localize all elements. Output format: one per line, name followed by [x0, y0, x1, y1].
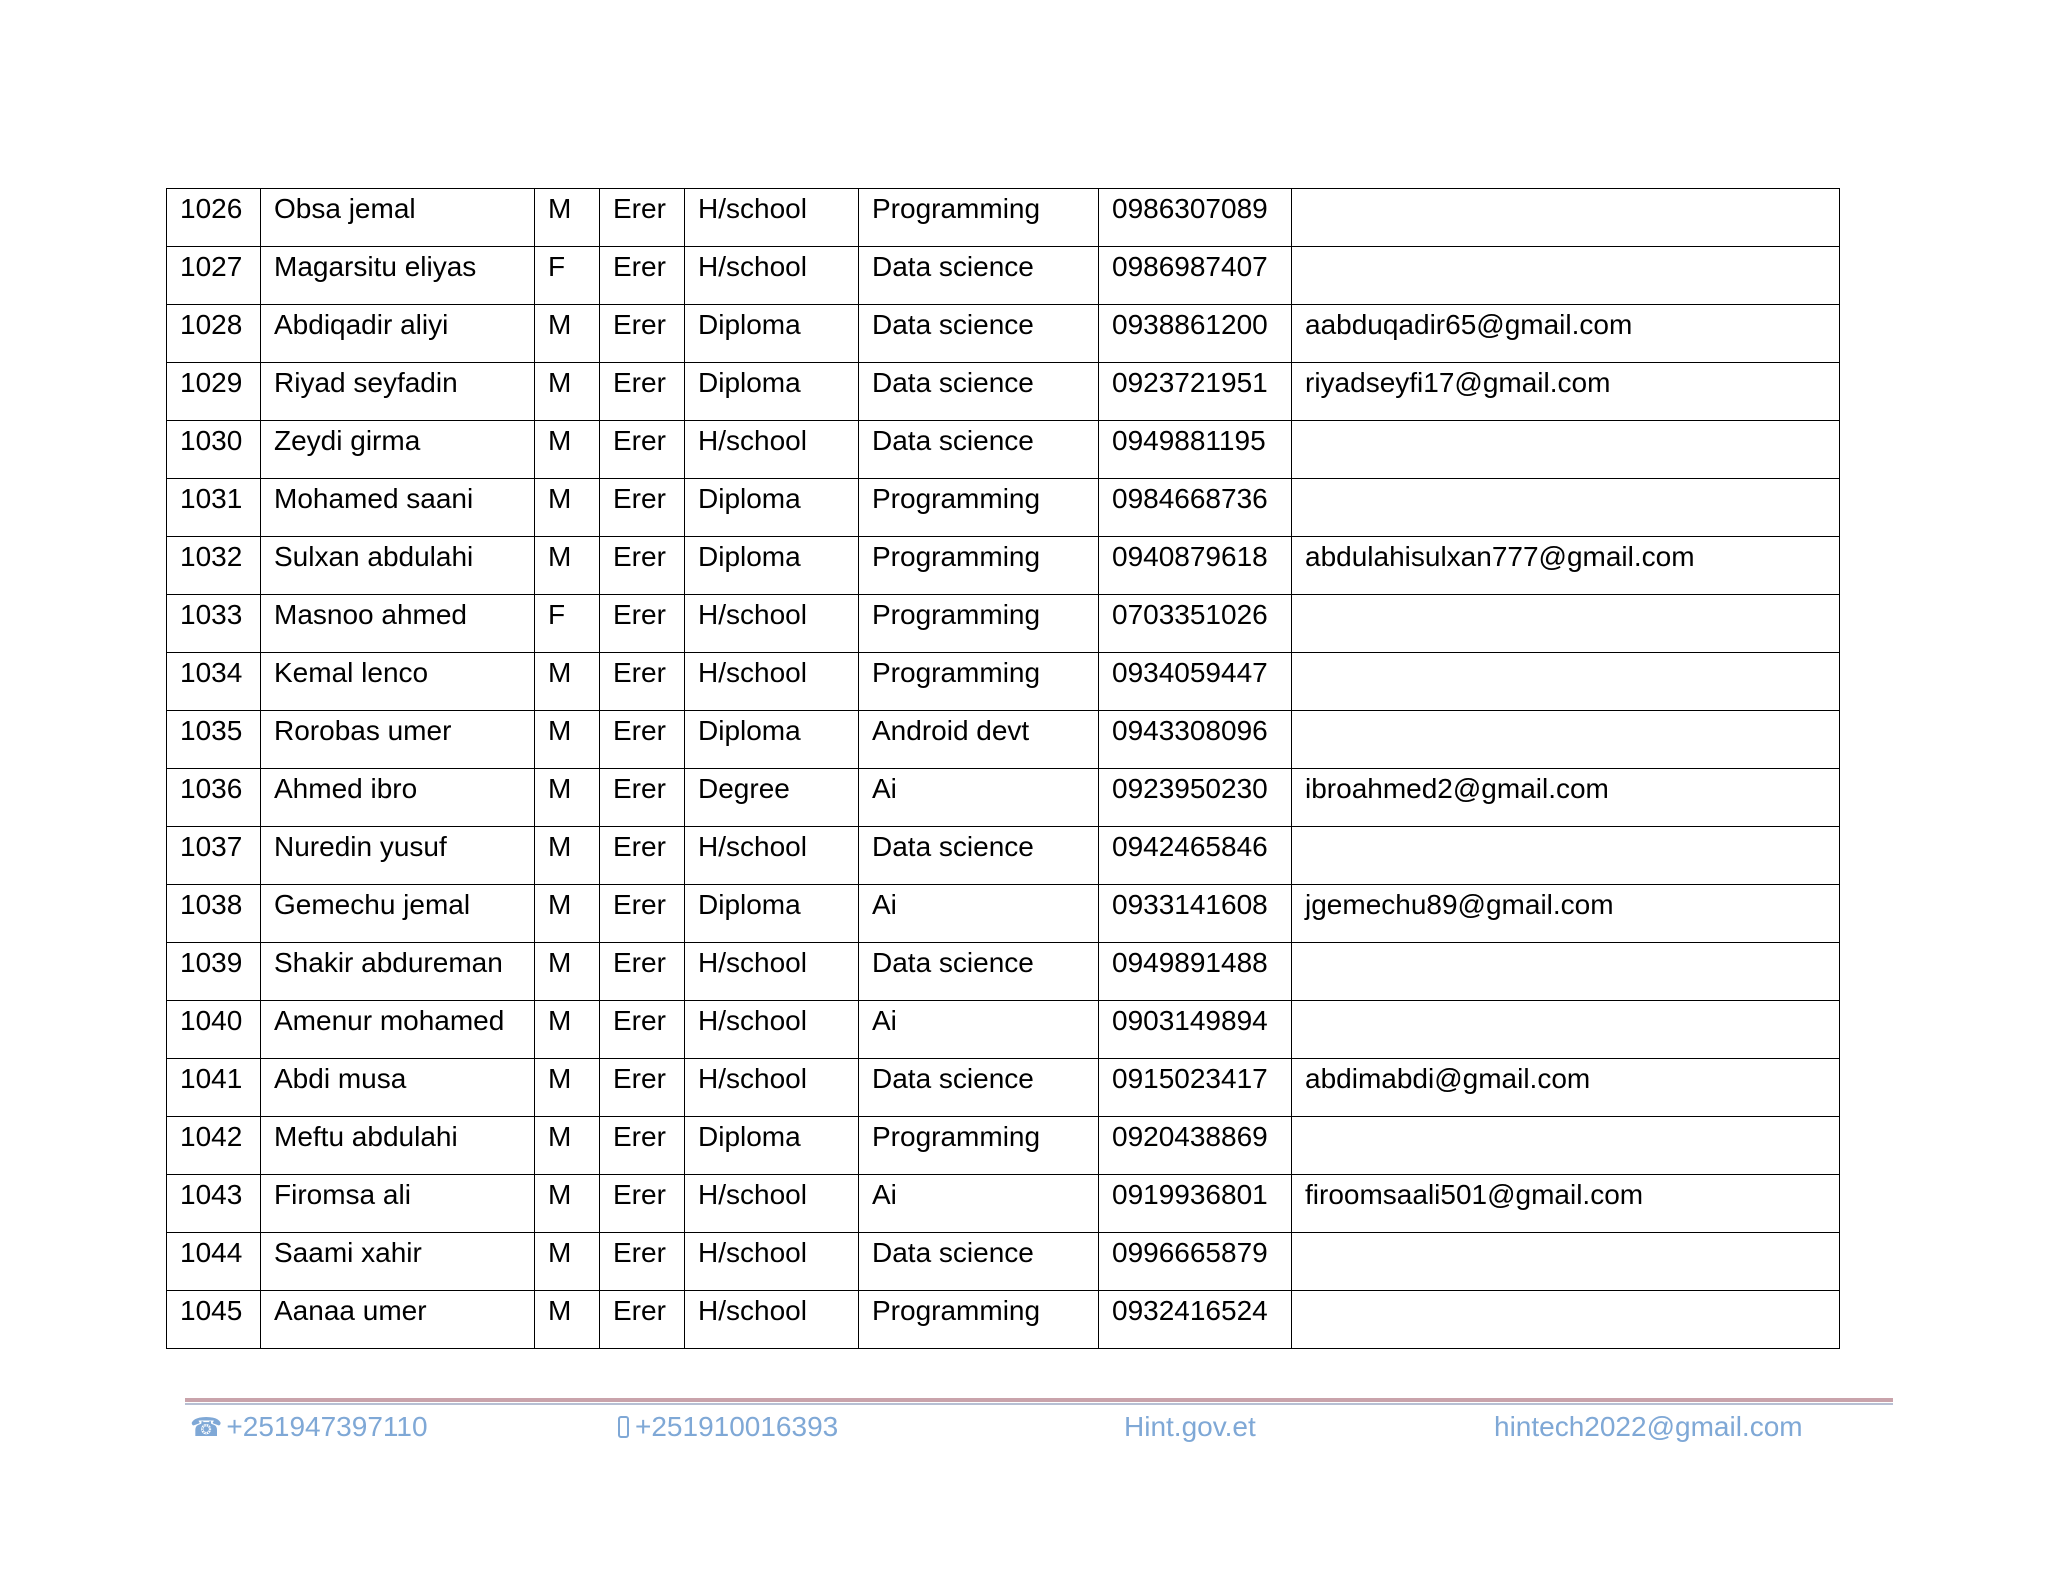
cell-location: Erer: [600, 711, 685, 769]
cell-name: Amenur mohamed: [261, 1001, 535, 1059]
cell-email: [1292, 943, 1840, 1001]
cell-email: [1292, 1117, 1840, 1175]
table-row: [167, 1117, 1840, 1175]
cell-sex: M: [535, 1233, 600, 1291]
cell-sex: M: [535, 711, 600, 769]
cell-email: [1292, 827, 1840, 885]
cell-education: Diploma: [685, 479, 859, 537]
cell-id: 1033: [167, 595, 261, 653]
cell-education: H/school: [685, 1233, 859, 1291]
cell-name: Rorobas umer: [261, 711, 535, 769]
cell-sex: M: [535, 943, 600, 1001]
cell-location: Erer: [600, 537, 685, 595]
cell-name: Meftu abdulahi: [261, 1117, 535, 1175]
cell-phone: 0996665879: [1099, 1233, 1292, 1291]
cell-phone: 0703351026: [1099, 595, 1292, 653]
cell-education: H/school: [685, 595, 859, 653]
mobile-phone-icon: [618, 1416, 629, 1438]
cell-email: ibroahmed2@gmail.com: [1292, 769, 1840, 827]
cell-location: Erer: [600, 305, 685, 363]
cell-email: abdimabdi@gmail.com: [1292, 1059, 1840, 1117]
cell-id: 1028: [167, 305, 261, 363]
cell-education: H/school: [685, 1175, 859, 1233]
cell-education: H/school: [685, 827, 859, 885]
cell-name: Shakir abdureman: [261, 943, 535, 1001]
cell-education: Diploma: [685, 363, 859, 421]
table-row: [167, 595, 1840, 653]
cell-education: Degree: [685, 769, 859, 827]
cell-email: [1292, 247, 1840, 305]
cell-field: Data science: [859, 421, 1099, 479]
cell-name: Mohamed saani: [261, 479, 535, 537]
cell-id: 1030: [167, 421, 261, 479]
cell-email: jgemechu89@gmail.com: [1292, 885, 1840, 943]
cell-name: Abdi musa: [261, 1059, 535, 1117]
cell-id: 1038: [167, 885, 261, 943]
cell-phone: 0903149894: [1099, 1001, 1292, 1059]
cell-phone: 0915023417: [1099, 1059, 1292, 1117]
cell-phone: 0940879618: [1099, 537, 1292, 595]
cell-email: [1292, 189, 1840, 247]
cell-field: Data science: [859, 363, 1099, 421]
cell-sex: M: [535, 827, 600, 885]
cell-sex: M: [535, 1117, 600, 1175]
cell-education: H/school: [685, 247, 859, 305]
cell-email: [1292, 421, 1840, 479]
cell-sex: M: [535, 479, 600, 537]
cell-phone: 0943308096: [1099, 711, 1292, 769]
cell-location: Erer: [600, 1117, 685, 1175]
cell-location: Erer: [600, 943, 685, 1001]
cell-name: Magarsitu eliyas: [261, 247, 535, 305]
cell-id: 1027: [167, 247, 261, 305]
cell-field: Programming: [859, 1117, 1099, 1175]
cell-sex: M: [535, 305, 600, 363]
cell-sex: M: [535, 421, 600, 479]
cell-name: Kemal lenco: [261, 653, 535, 711]
cell-field: Data science: [859, 305, 1099, 363]
cell-field: Programming: [859, 653, 1099, 711]
cell-field: Ai: [859, 1175, 1099, 1233]
cell-email: abdulahisulxan777@gmail.com: [1292, 537, 1840, 595]
table-row: [167, 189, 1840, 247]
table-row: [167, 1291, 1840, 1349]
cell-education: Diploma: [685, 711, 859, 769]
cell-field: Programming: [859, 595, 1099, 653]
cell-phone: 0923950230: [1099, 769, 1292, 827]
cell-email: [1292, 711, 1840, 769]
cell-phone: 0919936801: [1099, 1175, 1292, 1233]
footer-mobile: [618, 1409, 838, 1445]
cell-sex: M: [535, 1059, 600, 1117]
cell-phone: 0984668736: [1099, 479, 1292, 537]
footer-email[interactable]: hintech2022@gmail.com: [1494, 1411, 1803, 1442]
cell-id: 1039: [167, 943, 261, 1001]
cell-id: 1037: [167, 827, 261, 885]
cell-name: Zeydi girma: [261, 421, 535, 479]
cell-sex: M: [535, 1291, 600, 1349]
cell-email: firoomsaali501@gmail.com: [1292, 1175, 1840, 1233]
cell-education: Diploma: [685, 1117, 859, 1175]
cell-email: [1292, 595, 1840, 653]
cell-email: riyadseyfi17@gmail.com: [1292, 363, 1840, 421]
table-row: [167, 1059, 1840, 1117]
cell-field: Programming: [859, 537, 1099, 595]
cell-location: Erer: [600, 1233, 685, 1291]
cell-phone: 0920438869: [1099, 1117, 1292, 1175]
cell-education: H/school: [685, 189, 859, 247]
cell-phone: 0932416524: [1099, 1291, 1292, 1349]
cell-name: Sulxan abdulahi: [261, 537, 535, 595]
cell-education: Diploma: [685, 885, 859, 943]
cell-phone: 0949891488: [1099, 943, 1292, 1001]
cell-location: Erer: [600, 479, 685, 537]
cell-field: Programming: [859, 1291, 1099, 1349]
cell-sex: M: [535, 653, 600, 711]
cell-id: 1036: [167, 769, 261, 827]
cell-field: Ai: [859, 769, 1099, 827]
footer-phone-number: +251947397110: [226, 1411, 428, 1442]
cell-education: Diploma: [685, 537, 859, 595]
cell-name: Gemechu jemal: [261, 885, 535, 943]
cell-education: H/school: [685, 1291, 859, 1349]
cell-location: Erer: [600, 769, 685, 827]
cell-name: Masnoo ahmed: [261, 595, 535, 653]
table-row: [167, 711, 1840, 769]
cell-sex: F: [535, 595, 600, 653]
registration-table: [166, 188, 1840, 1349]
footer-website[interactable]: Hint.gov.et: [1124, 1411, 1256, 1442]
cell-education: H/school: [685, 653, 859, 711]
cell-sex: M: [535, 1001, 600, 1059]
table-row: [167, 421, 1840, 479]
cell-id: 1035: [167, 711, 261, 769]
table-row: [167, 1001, 1840, 1059]
cell-education: H/school: [685, 1001, 859, 1059]
cell-location: Erer: [600, 653, 685, 711]
cell-field: Programming: [859, 479, 1099, 537]
cell-phone: 0942465846: [1099, 827, 1292, 885]
cell-id: 1042: [167, 1117, 261, 1175]
cell-sex: M: [535, 1175, 600, 1233]
cell-phone: 0923721951: [1099, 363, 1292, 421]
table-row: [167, 653, 1840, 711]
table-row: [167, 769, 1840, 827]
cell-field: Ai: [859, 885, 1099, 943]
cell-location: Erer: [600, 1175, 685, 1233]
cell-education: H/school: [685, 1059, 859, 1117]
cell-field: Programming: [859, 189, 1099, 247]
cell-sex: F: [535, 247, 600, 305]
cell-email: [1292, 479, 1840, 537]
cell-name: Aanaa umer: [261, 1291, 535, 1349]
cell-email: [1292, 1291, 1840, 1349]
cell-name: Saami xahir: [261, 1233, 535, 1291]
cell-id: 1029: [167, 363, 261, 421]
table-row: [167, 1233, 1840, 1291]
cell-education: H/school: [685, 421, 859, 479]
table-row: [167, 363, 1840, 421]
cell-field: Ai: [859, 1001, 1099, 1059]
cell-location: Erer: [600, 421, 685, 479]
cell-id: 1032: [167, 537, 261, 595]
cell-id: 1041: [167, 1059, 261, 1117]
cell-email: [1292, 1001, 1840, 1059]
cell-location: Erer: [600, 595, 685, 653]
cell-phone: 0933141608: [1099, 885, 1292, 943]
cell-location: Erer: [600, 827, 685, 885]
table-row: [167, 1175, 1840, 1233]
cell-location: Erer: [600, 1059, 685, 1117]
cell-id: 1044: [167, 1233, 261, 1291]
cell-location: Erer: [600, 189, 685, 247]
cell-id: 1031: [167, 479, 261, 537]
cell-sex: M: [535, 537, 600, 595]
cell-field: Data science: [859, 1233, 1099, 1291]
cell-name: Riyad seyfadin: [261, 363, 535, 421]
cell-field: Data science: [859, 247, 1099, 305]
footer-divider-secondary: [185, 1403, 1893, 1405]
cell-field: Android devt: [859, 711, 1099, 769]
cell-phone: 0986307089: [1099, 189, 1292, 247]
cell-email: aabduqadir65@gmail.com: [1292, 305, 1840, 363]
cell-location: Erer: [600, 247, 685, 305]
table-row: [167, 247, 1840, 305]
cell-id: 1040: [167, 1001, 261, 1059]
cell-name: Obsa jemal: [261, 189, 535, 247]
cell-education: Diploma: [685, 305, 859, 363]
footer-phone: [190, 1409, 428, 1446]
cell-location: Erer: [600, 885, 685, 943]
table-body: [167, 189, 1840, 1349]
cell-name: Nuredin yusuf: [261, 827, 535, 885]
telephone-icon: ☎: [190, 1413, 223, 1443]
cell-id: 1043: [167, 1175, 261, 1233]
table-row: [167, 479, 1840, 537]
table-row: [167, 885, 1840, 943]
cell-phone: 0986987407: [1099, 247, 1292, 305]
table-row: [167, 305, 1840, 363]
footer-mobile-number: +251910016393: [635, 1411, 839, 1442]
cell-email: [1292, 1233, 1840, 1291]
cell-phone: 0949881195: [1099, 421, 1292, 479]
cell-email: [1292, 653, 1840, 711]
cell-phone: 0934059447: [1099, 653, 1292, 711]
cell-field: Data science: [859, 943, 1099, 1001]
footer-divider: [185, 1398, 1893, 1402]
table-row: [167, 537, 1840, 595]
cell-name: Abdiqadir aliyi: [261, 305, 535, 363]
cell-phone: 0938861200: [1099, 305, 1292, 363]
cell-sex: M: [535, 363, 600, 421]
cell-education: H/school: [685, 943, 859, 1001]
cell-name: Firomsa ali: [261, 1175, 535, 1233]
cell-sex: M: [535, 769, 600, 827]
cell-sex: M: [535, 885, 600, 943]
cell-id: 1034: [167, 653, 261, 711]
cell-location: Erer: [600, 1291, 685, 1349]
cell-location: Erer: [600, 363, 685, 421]
table-row: [167, 827, 1840, 885]
table-row: [167, 943, 1840, 1001]
cell-field: Data science: [859, 827, 1099, 885]
cell-sex: M: [535, 189, 600, 247]
cell-id: 1045: [167, 1291, 261, 1349]
cell-name: Ahmed ibro: [261, 769, 535, 827]
cell-field: Data science: [859, 1059, 1099, 1117]
cell-id: 1026: [167, 189, 261, 247]
cell-location: Erer: [600, 1001, 685, 1059]
